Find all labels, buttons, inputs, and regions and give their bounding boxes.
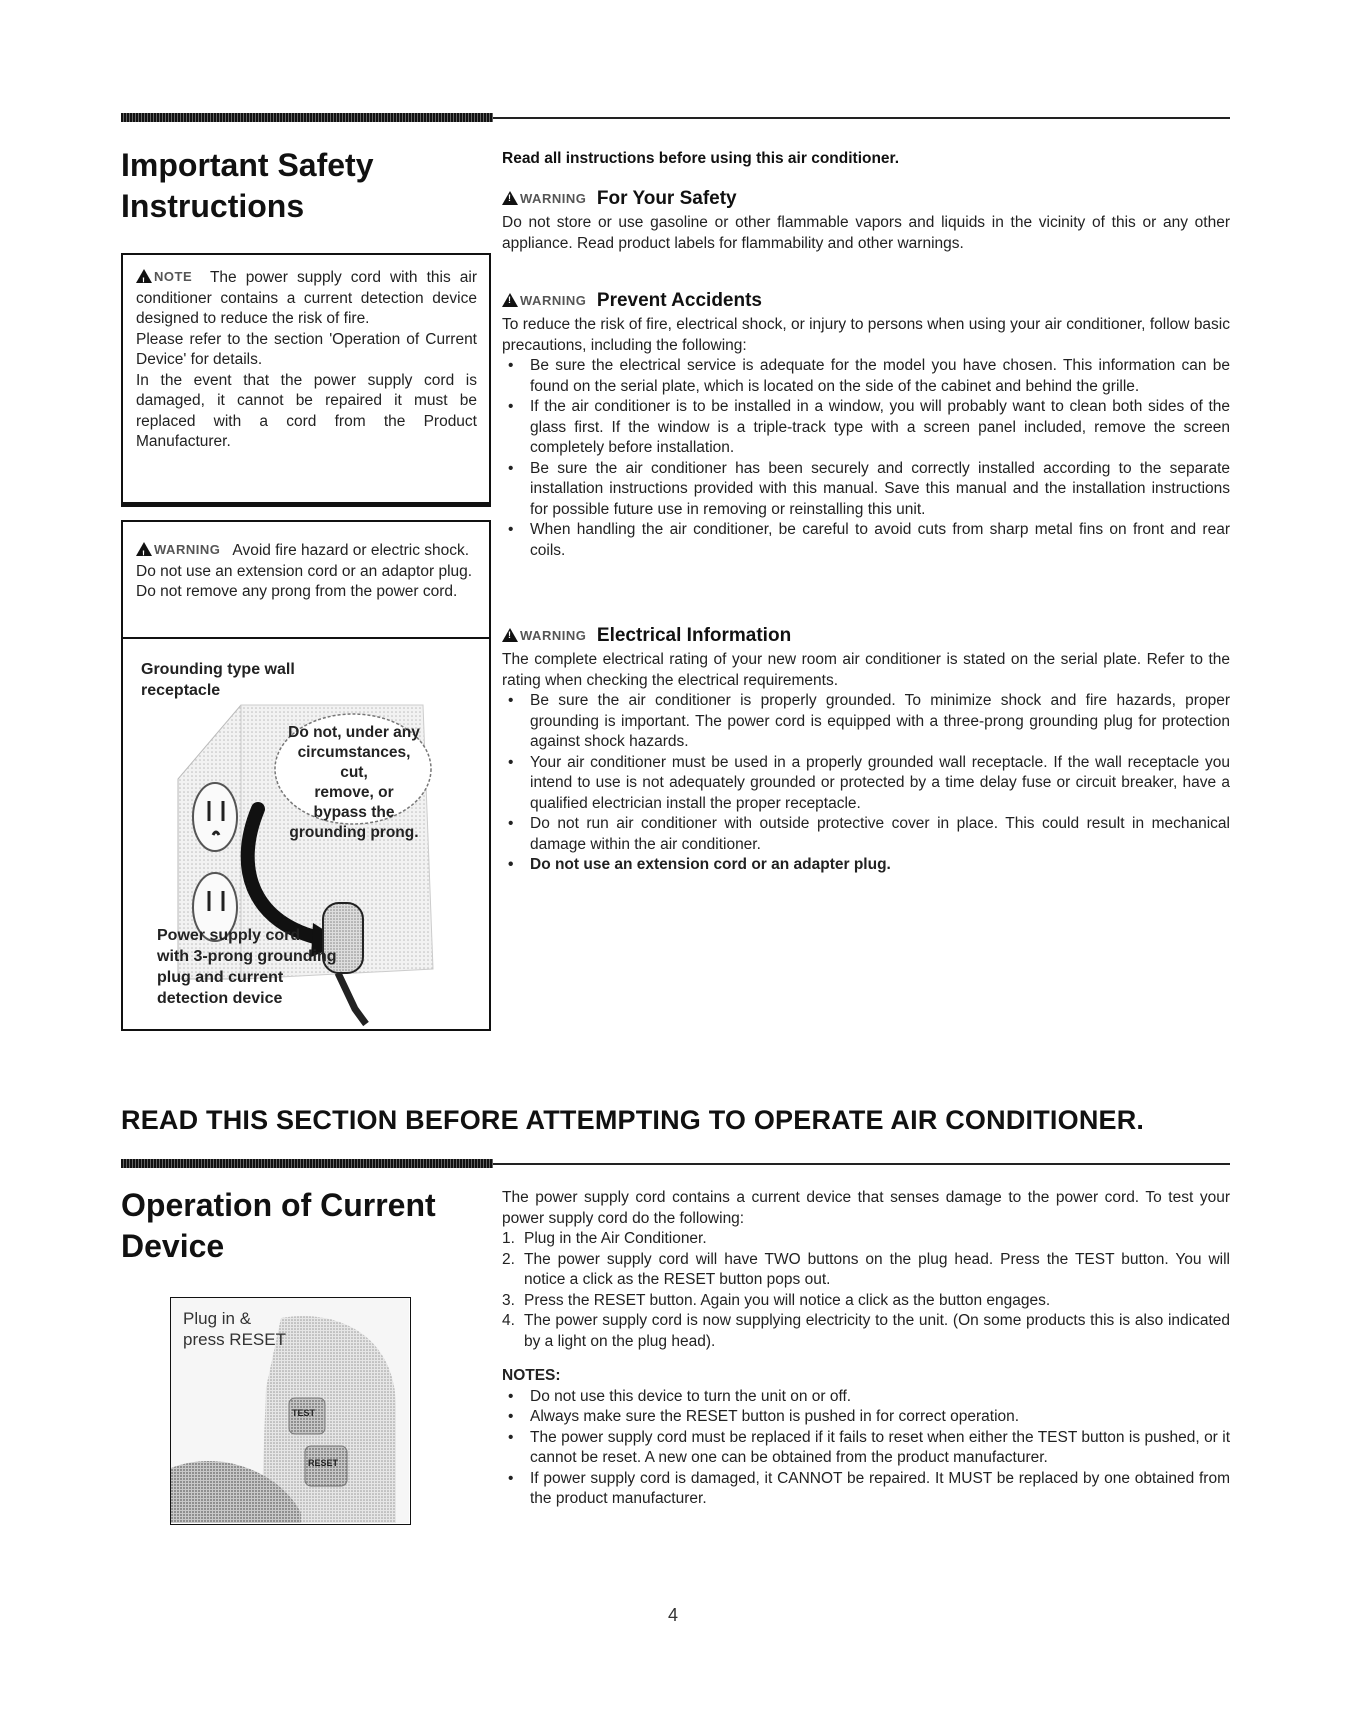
callout-line-4: grounding prong.	[289, 824, 419, 841]
safety-tag: WARNING	[520, 191, 587, 206]
warning-triangle-icon	[136, 542, 152, 556]
step-text: The power supply cord is now supplying electricity to the unit. (On some products this is also indicated by a light on the plug head).	[524, 1312, 1230, 1350]
list-item: • If the air conditioner is to be installed in a window, you will probably want to clean both sides of the glass first. If the window is a triple-track type with a screen panel included, remove the screen completely before installation.	[502, 397, 1230, 459]
step-text: Press the RESET button. Again you will notice a click as the button engages.	[524, 1291, 1051, 1309]
plug-figure	[170, 1297, 411, 1525]
accidents-heading	[502, 290, 1230, 312]
right-column	[502, 150, 1230, 876]
title-line-1: Important Safety	[121, 147, 374, 183]
step-num: 3.	[502, 1291, 515, 1309]
safety-text: Do not store or use gasoline or other flammable vapors and liquids in the vicinity of this or any other appliance. Read product labels for flammability and other warnings.	[502, 214, 1230, 252]
electrical-intro: The complete electrical rating of your new room air conditioner is stated on the serial plate. Refer to the rating when checking the electrical requirements.	[502, 651, 1230, 689]
fig-label-top-2: receptacle	[141, 682, 221, 699]
warning-triangle-icon	[502, 191, 518, 205]
plug-label-1: Plug in &	[183, 1309, 252, 1328]
warning-triangle-icon	[136, 269, 152, 283]
title2-line-2: Device	[121, 1227, 225, 1264]
electrical-heading-text: Electrical Information	[596, 625, 792, 646]
section2-title	[121, 1185, 436, 1267]
note-box	[121, 253, 491, 507]
warning-body: Avoid fire hazard or electric shock. Do not use an extension cord or an adaptor plug. Do not remove any prong from the power cord.	[136, 542, 473, 600]
fig-label-top-1: Grounding type wall	[141, 661, 295, 678]
fig-label-bottom-3: plug and current	[157, 969, 284, 986]
lead-text: Read all instructions before using this air conditioner.	[502, 150, 900, 167]
note-text	[136, 267, 477, 330]
step-item	[502, 1250, 1230, 1291]
accidents-intro: To reduce the risk of fire, electrical shock, or injury to persons when using your air conditioner, follow basic precautions, including the following:	[502, 316, 1230, 354]
section-rule-thick	[121, 113, 493, 122]
step-item	[502, 1291, 1230, 1312]
accidents-heading-text: Prevent Accidents	[596, 290, 762, 311]
step-item	[502, 1229, 1230, 1250]
note-text-2: Please refer to the section 'Operation of Current Device' for details.	[136, 330, 477, 368]
warning-triangle-icon	[502, 293, 518, 307]
electrical-list	[502, 691, 1230, 876]
list-item: • Do not use this device to turn the unit on or off.	[502, 1387, 1230, 1408]
callout-line-3: remove, or bypass the	[313, 784, 395, 821]
step-num: 4.	[502, 1312, 515, 1329]
fig-label-bottom-2: with 3-prong grounding	[157, 948, 337, 965]
list-item: • If power supply cord is damaged, it CANNOT be repaired. It MUST be replaced by one obtained from the product manufacturer.	[502, 1469, 1230, 1510]
reset-label: RESET	[308, 1458, 339, 1468]
title-line-2: Instructions	[121, 187, 305, 224]
test-label: TEST	[292, 1408, 316, 1418]
step-text: Plug in the Air Conditioner.	[524, 1230, 707, 1247]
warning-box	[123, 522, 489, 639]
list-item: • The power supply cord must be replaced if it fails to reset when either the TEST button is pushed, or it cannot be reset. A new one can be obtained from the product manufacturer.	[502, 1428, 1230, 1469]
section-rule	[493, 117, 1230, 119]
title2-line-1: Operation of Current	[121, 1187, 436, 1223]
safety-heading	[502, 188, 1230, 210]
list-item: • Do not run air conditioner with outside protective cover in place. This could result in mechanical damage within the air conditioner.	[502, 814, 1230, 855]
fig-label-bottom-1: Power supply cord	[157, 927, 301, 944]
plug-label	[183, 1308, 286, 1350]
accidents-list	[502, 356, 1230, 561]
warning-triangle-icon	[502, 628, 518, 642]
note-text-1: The power supply cord with this air conditioner contains a current detection device designed to reduce the risk of fire.	[136, 269, 477, 327]
steps-list	[502, 1229, 1230, 1352]
list-item: • Be sure the air conditioner is properly grounded. To minimize shock and fire hazards, proper grounding is important. The power cord is equipped with a three-prong grounding plug for protection against shock hazards.	[502, 691, 1230, 753]
list-item: • Your air conditioner must be used in a properly grounded wall receptacle. If the wall receptacle you intend to use is not adequately grounded or protected by a time delay fuse or circuit breaker, have a qualified electrician install the proper receptacle.	[502, 753, 1230, 815]
callout-line-2: circumstances, cut,	[297, 744, 411, 781]
electrical-heading	[502, 625, 1230, 647]
fig-label-bottom-4: detection device	[157, 990, 283, 1007]
step-item	[502, 1311, 1230, 1352]
step-num: 2.	[502, 1250, 515, 1268]
note-tag: NOTE	[154, 269, 193, 284]
warning-tag: WARNING	[154, 542, 221, 557]
section2-rule-thick	[121, 1159, 493, 1168]
section2-intro: The power supply cord contains a current device that senses damage to the power cord. To test your power supply cord do the following:	[502, 1189, 1230, 1227]
page-number: 4	[668, 1605, 679, 1625]
list-item: • Be sure the electrical service is adequate for the model you have chosen. This information can be found on the serial plate, which is located on the side of the cabinet and behind the grille.	[502, 356, 1230, 397]
notes-list	[502, 1387, 1230, 1510]
grounding-figure	[123, 639, 489, 1029]
accidents-tag: WARNING	[520, 293, 587, 308]
electrical-tag: WARNING	[520, 628, 587, 643]
list-item: • Be sure the air conditioner has been securely and correctly installed according to the separate installation instructions provided with this manual. Save this manual and the installation instructions for possible future use in removing or reinstalling this unit.	[502, 459, 1230, 521]
read-section-banner: READ THIS SECTION BEFORE ATTEMPTING TO OPERATE AIR CONDITIONER.	[121, 1105, 1145, 1135]
section-title	[121, 145, 373, 227]
warning-text	[136, 540, 477, 603]
step-num: 1.	[502, 1230, 515, 1247]
section2-right	[502, 1188, 1230, 1510]
plug-label-2: press RESET	[183, 1330, 286, 1349]
step-text: The power supply cord will have TWO buttons on the plug head. Press the TEST button. You will notice a click as the RESET button pops out.	[524, 1250, 1230, 1288]
list-item: • When handling the air conditioner, be careful to avoid cuts from sharp metal fins on front and rear coils.	[502, 520, 1230, 561]
list-item-bold: • Do not use an extension cord or an adapter plug.	[502, 855, 1230, 876]
callout-line-1: Do not, under any	[288, 724, 420, 741]
safety-heading-text: For Your Safety	[596, 188, 737, 209]
section2-rule	[493, 1163, 1230, 1165]
figure-label-bottom	[157, 925, 337, 1009]
figure-callout	[286, 723, 422, 843]
note-text-3: In the event that the power supply cord is damaged, it cannot be repaired it must be replaced with a cord from the Product Manufacturer.	[136, 371, 477, 450]
warning-figure-box	[121, 520, 491, 1031]
list-item: • Always make sure the RESET button is pushed in for correct operation.	[502, 1407, 1230, 1428]
notes-heading: NOTES:	[502, 1367, 561, 1384]
